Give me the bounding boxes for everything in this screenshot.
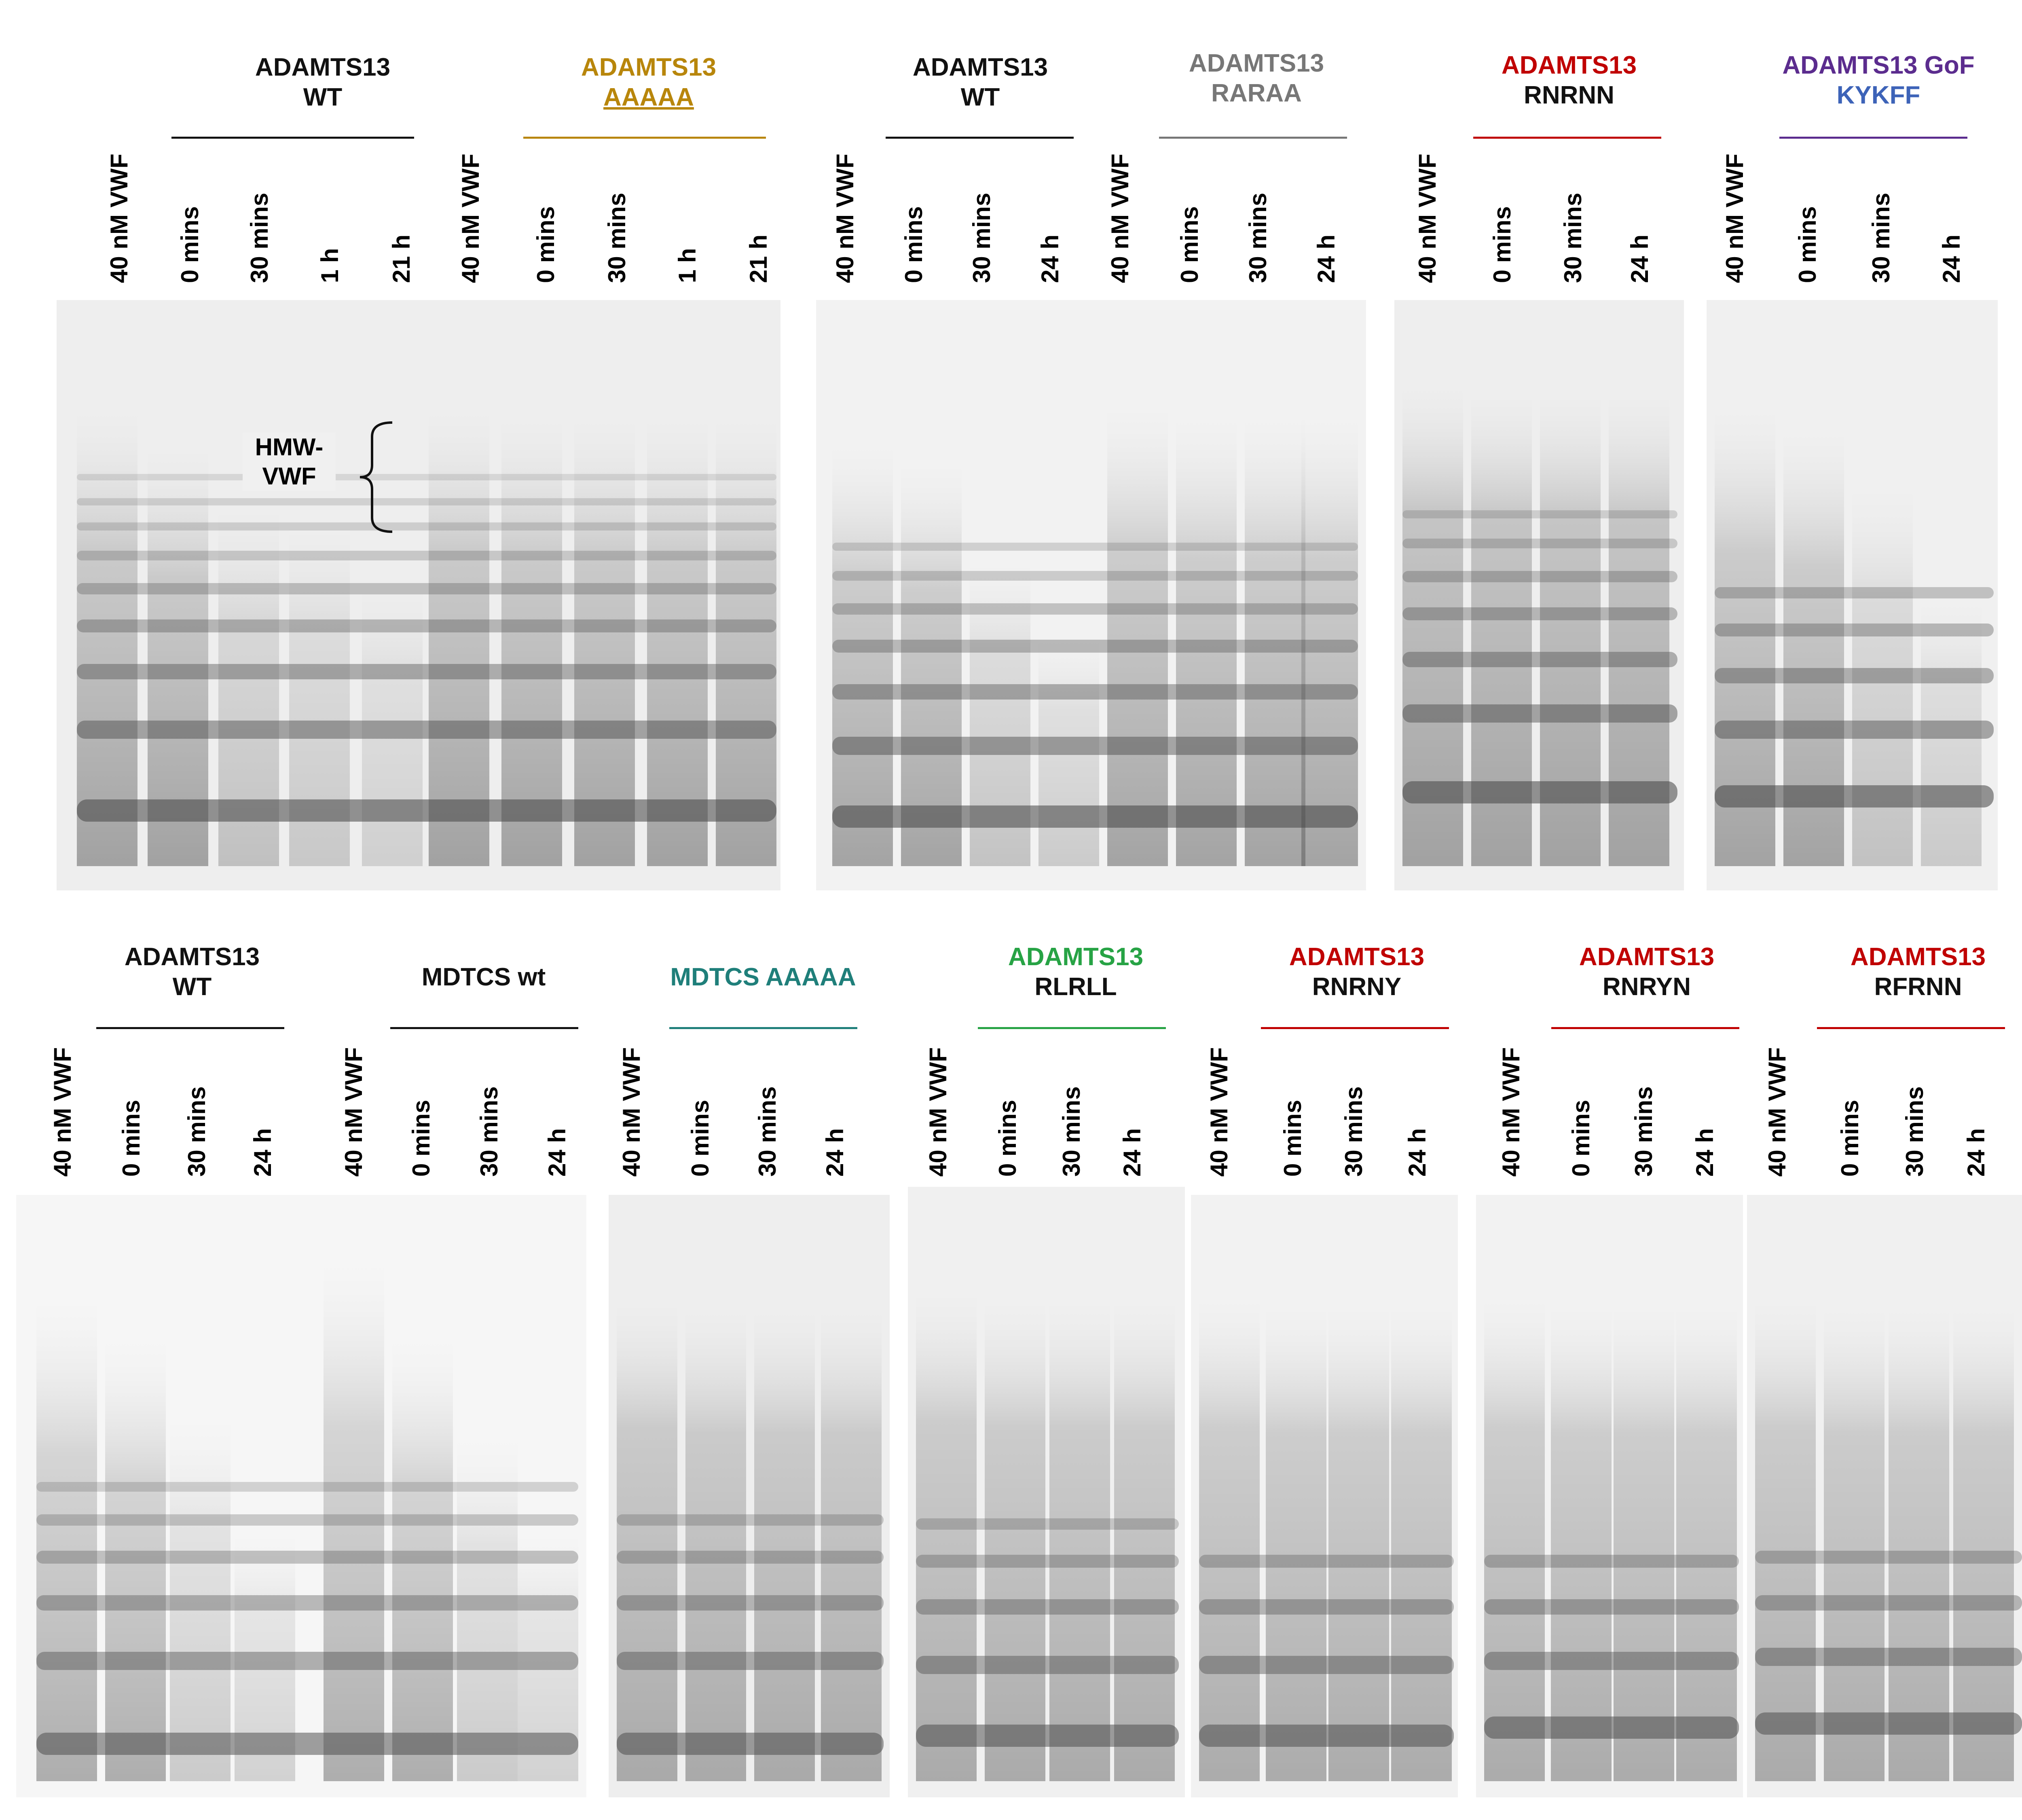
lane-label: 24 h [1963, 1128, 1990, 1177]
gel-image [609, 1195, 890, 1797]
gel-lanes [1199, 1276, 1452, 1781]
lane-label: 30 mins [1559, 192, 1586, 283]
panel-title: ADAMTS13 WT [912, 53, 1048, 111]
panel-title: ADAMTS13 GoF KYKFF [1782, 51, 1975, 109]
hmw-vwf-label: HMW- VWF [243, 433, 336, 491]
panel-title: ADAMTS13 RLRLL [1008, 943, 1144, 1001]
lane-label: 30 mins [183, 1086, 210, 1177]
lane-label: 0 mins [1279, 1099, 1306, 1177]
gel-image [816, 300, 1366, 890]
panel-underline [978, 1027, 1166, 1029]
gel-image [1394, 300, 1684, 890]
lane-label: 40 nM VWF [618, 1047, 645, 1177]
lane-label: 0 mins [1489, 206, 1516, 283]
panel-underline [1159, 137, 1347, 139]
lane-label: 40 nM VWF [924, 1047, 952, 1177]
panel-underline [1551, 1027, 1739, 1029]
lane-label: 40 nM VWF [1206, 1047, 1233, 1177]
panel-title: ADAMTS13 AAAAA [581, 53, 717, 111]
lane-label: 24 h [1313, 234, 1340, 283]
lane-label: 0 mins [687, 1099, 714, 1177]
lane-label: 40 nM VWF [1721, 153, 1748, 283]
panel-underline [669, 1027, 857, 1029]
lane-label: 24 h [249, 1128, 276, 1177]
lane-label: 30 mins [1868, 192, 1895, 283]
gel-image [1747, 1195, 2022, 1797]
panel-underline [96, 1027, 284, 1029]
lane-label: 24 h [821, 1128, 848, 1177]
lane-label: 1 h [674, 248, 701, 283]
lane-label: 30 mins [1244, 192, 1271, 283]
lane-label: 30 mins [476, 1086, 503, 1177]
lane-label: 24 h [1938, 234, 1965, 283]
lane-label: 0 mins [532, 206, 559, 283]
panel-title: ADAMTS13 RARAA [1189, 49, 1324, 107]
lane-label: 0 mins [900, 206, 927, 283]
lane-label: 0 mins [118, 1099, 145, 1177]
panel-title: ADAMTS13 WT [124, 943, 260, 1001]
lane-label: 24 h [1626, 234, 1653, 283]
lane-label: 40 nM VWF [106, 153, 133, 283]
lane-label: 24 h [1036, 234, 1064, 283]
lane-label: 24 h [1691, 1128, 1718, 1177]
gel-image [1191, 1195, 1458, 1797]
gel-image [1707, 300, 1998, 890]
lane-label: 1 h [316, 248, 343, 283]
lane-label: 30 mins [1340, 1086, 1367, 1177]
gel-lanes [1755, 1276, 2014, 1781]
panel-title: ADAMTS13 RNRYN [1579, 943, 1715, 1001]
panel-underline [171, 137, 414, 139]
gel-image [16, 1195, 586, 1797]
lane-label: 21 h [388, 234, 415, 283]
lane-label: 40 nM VWF [1497, 1047, 1525, 1177]
lane-label: 30 mins [246, 192, 273, 283]
panel-underline [523, 137, 766, 139]
gel-image [908, 1187, 1185, 1797]
lane-label: 40 nM VWF [1414, 153, 1441, 283]
panel-title: ADAMTS13 RFRNN [1850, 943, 1986, 1001]
lane-label: 30 mins [968, 192, 995, 283]
lane-label: 30 mins [1058, 1086, 1085, 1177]
panel-underline [1817, 1027, 2005, 1029]
lane-label: 0 mins [408, 1099, 435, 1177]
gel-image [57, 300, 780, 890]
lane-label: 0 mins [1794, 206, 1821, 283]
gel-lanes [1484, 1276, 1737, 1781]
lane-label: 40 nM VWF [49, 1047, 76, 1177]
lane-label: 0 mins [1176, 206, 1203, 283]
lane-label: 30 mins [603, 192, 630, 283]
lane-label: 0 mins [1836, 1099, 1863, 1177]
lane-label: 30 mins [1901, 1086, 1928, 1177]
lane-label: 0 mins [994, 1099, 1021, 1177]
panel-underline [1779, 137, 1967, 139]
panel-underline [886, 137, 1074, 139]
panel-underline [1473, 137, 1661, 139]
lane-label: 30 mins [754, 1086, 781, 1177]
panel-title: MDTCS AAAAA [670, 963, 856, 991]
lane-label: 0 mins [176, 206, 203, 283]
panel-underline [390, 1027, 578, 1029]
lane-label: 40 nM VWF [1106, 153, 1134, 283]
lane-label: 30 mins [1630, 1086, 1657, 1177]
panel-underline [1261, 1027, 1449, 1029]
panel-title: ADAMTS13 WT [255, 53, 391, 111]
hmw-vwf-brace [356, 421, 400, 534]
lane-label: 40 nM VWF [340, 1047, 367, 1177]
panel-title: ADAMTS13 RNRNN [1501, 51, 1637, 109]
gel-image [1476, 1195, 1743, 1797]
lane-label: 40 nM VWF [457, 153, 484, 283]
lane-label: 40 nM VWF [1764, 1047, 1791, 1177]
lane-label: 24 h [544, 1128, 571, 1177]
panel-title: MDTCS wt [421, 963, 546, 991]
lane-label: 0 mins [1567, 1099, 1595, 1177]
panel-title: ADAMTS13 RNRNY [1289, 943, 1425, 1001]
lane-label: 24 h [1404, 1128, 1431, 1177]
lane-label: 24 h [1119, 1128, 1146, 1177]
lane-label: 40 nM VWF [831, 153, 859, 283]
lane-label: 21 h [745, 234, 772, 283]
